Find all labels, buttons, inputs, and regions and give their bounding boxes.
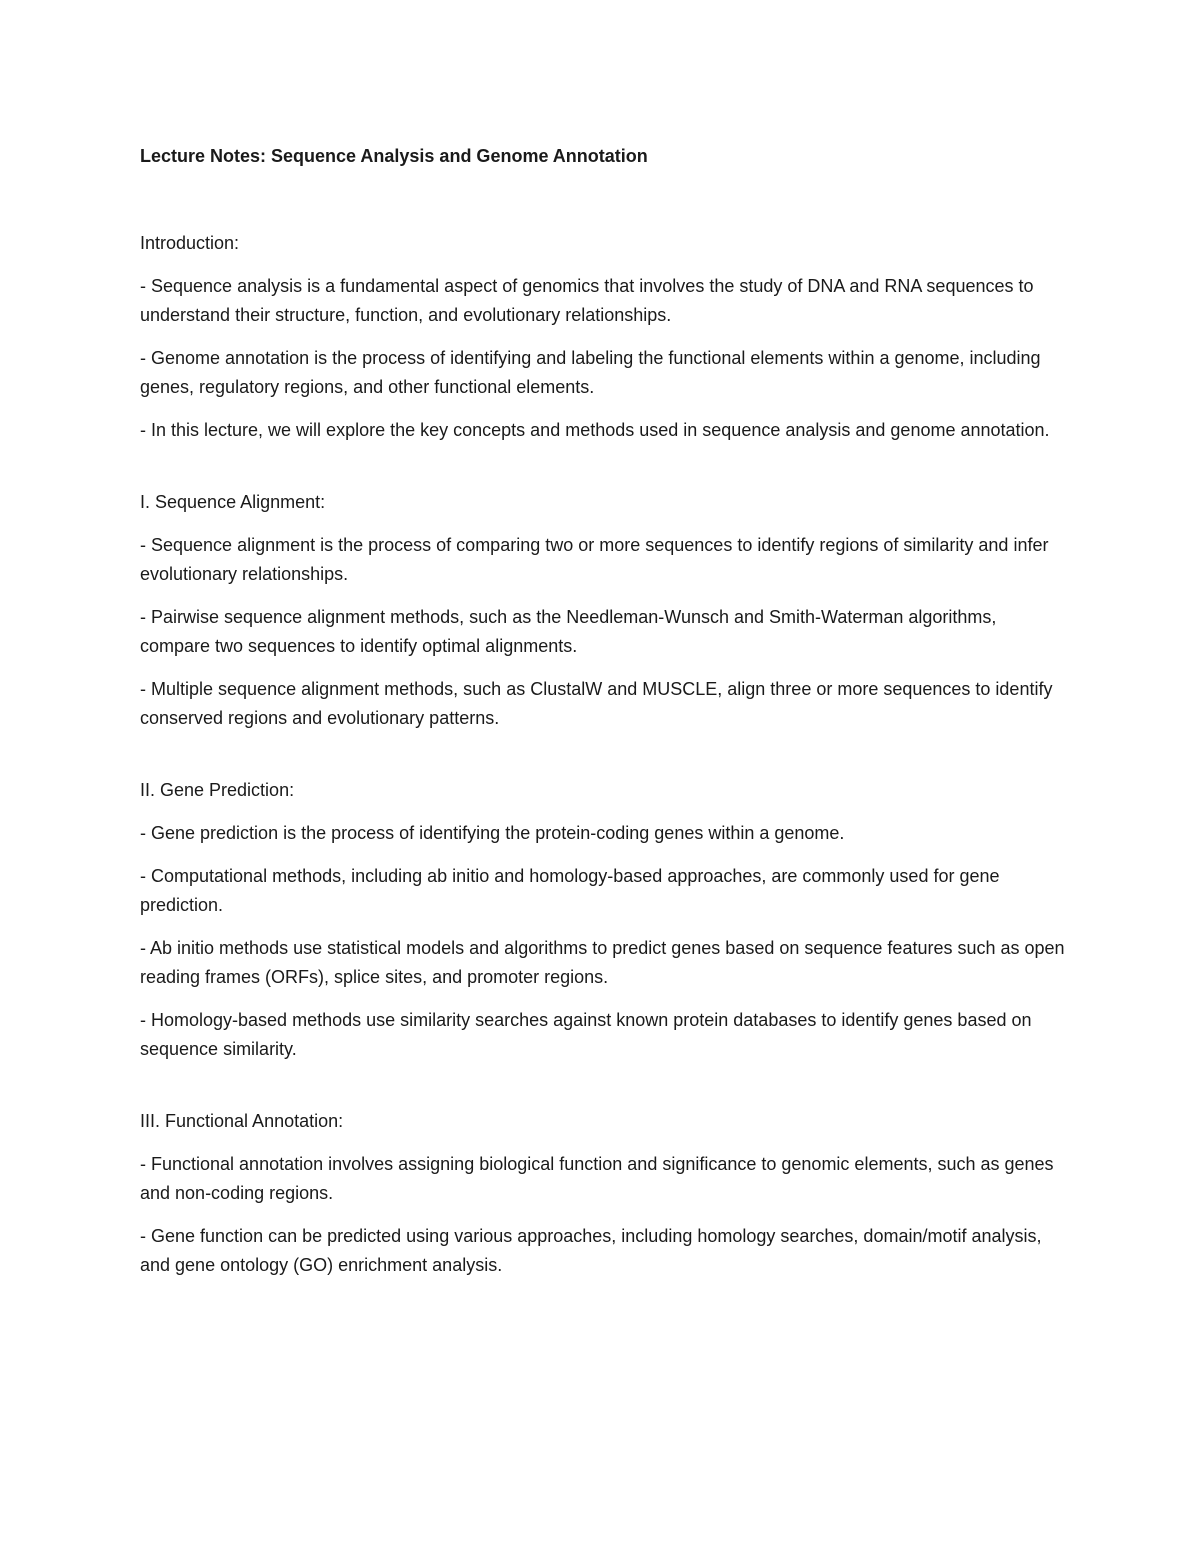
bullet-point: - Multiple sequence alignment methods, such as ClustalW and MUSCLE, align three or more sequences to identify conserved regions and evolutionary patterns.	[140, 679, 1053, 728]
bullet-point: - Pairwise sequence alignment methods, such as the Needleman-Wunsch and Smith-Waterman algorithms, compare two sequences to identify optimal alignments.	[140, 607, 997, 656]
section-heading: I. Sequence Alignment:	[140, 492, 326, 512]
bullet-point: - Computational methods, including ab initio and homology-based approaches, are commonly used for gene prediction.	[140, 866, 1000, 915]
section-heading: Introduction:	[140, 233, 240, 253]
section-heading: III. Functional Annotation:	[140, 1111, 344, 1131]
section-heading: II. Gene Prediction:	[140, 780, 295, 800]
bullet-point: - Homology-based methods use similarity searches against known protein databases to identify genes based on sequence similarity.	[140, 1010, 1032, 1059]
bullet-point: - Functional annotation involves assigning biological function and significance to genomic elements, such as genes and non-coding regions.	[140, 1154, 1054, 1203]
document-body	[140, 142, 1065, 1294]
bullet-point: - Sequence alignment is the process of comparing two or more sequences to identify regions of similarity and infer evolutionary relationships.	[140, 535, 1049, 584]
bullet-point: - Gene prediction is the process of identifying the protein-coding genes within a genome.	[140, 823, 845, 843]
section-introduction	[140, 229, 1065, 445]
bullet-point: - Sequence analysis is a fundamental aspect of genomics that involves the study of DNA and RNA sequences to understand their structure, function, and evolutionary relationships.	[140, 276, 1034, 325]
section-sequence-alignment	[140, 488, 1065, 733]
bullet-point: - Gene function can be predicted using various approaches, including homology searches, domain/motif analysis, and gene ontology (GO) enrichment analysis.	[140, 1226, 1042, 1275]
bullet-point: - Genome annotation is the process of identifying and labeling the functional elements within a genome, including genes, regulatory regions, and other functional elements.	[140, 348, 1041, 397]
document-title: Lecture Notes: Sequence Analysis and Genome Annotation	[140, 146, 648, 166]
bullet-point: - Ab initio methods use statistical models and algorithms to predict genes based on sequence features such as open reading frames (ORFs), splice sites, and promoter regions.	[140, 938, 1065, 987]
bullet-point: - In this lecture, we will explore the key concepts and methods used in sequence analysis and genome annotation.	[140, 420, 1050, 440]
section-functional-annotation	[140, 1107, 1065, 1280]
section-gene-prediction	[140, 776, 1065, 1064]
